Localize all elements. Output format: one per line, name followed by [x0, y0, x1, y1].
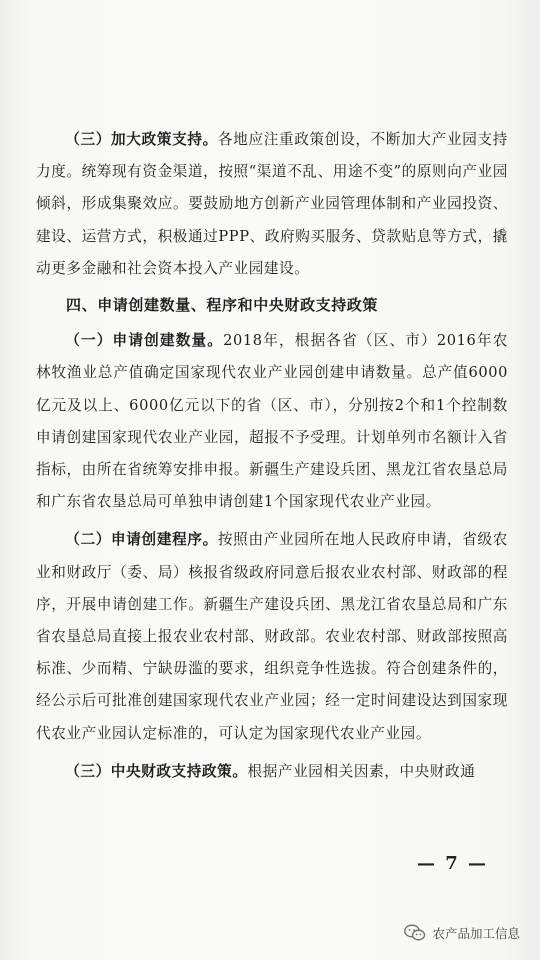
paragraph-application-procedure: [36, 524, 508, 749]
watermark: [404, 924, 520, 942]
text-column: [36, 124, 508, 788]
section-heading: 四、申请创建数量、程序和中央财政支持政策: [66, 296, 379, 315]
page-number: — 7 —: [416, 853, 488, 874]
paragraph-policy-support: [36, 124, 508, 285]
paragraph-body: 2018年，根据各省（区、市）2016年农林牧渔业总产值确定国家现代农业产业园创建申请数量。总产值6000亿元及以上、6000亿元以下的省（区、市），分别按2个和1个控制数申请创建国家现代农业产业园，超报不予受理。计划单列市名额计入省指标，由所在省统筹安排申报。新疆生产建设兵团、黑龙江省农垦总局和广东省农垦总局可单独申请创建1个国家现代农业产业园。: [36, 332, 508, 511]
watermark-text: 农产品加工信息: [432, 926, 520, 941]
paragraph-lead: （三）加大政策支持。: [65, 131, 218, 148]
paragraph-lead: （一）申请创建数量。: [65, 332, 224, 350]
paragraph-body: 按照由产业园所在地人民政府申请，省级农业和财政厅（委、局）核报省级政府同意后报农业农村部、财政部的程序，开展申请创建工作。新疆生产建设兵团、黑龙江省农垦总局和广东省农垦总局直接上报农业农村部、财政部。农业农村部、财政部按照高标准、少而精、宁缺毋滥的要求，组织竞争性选拔。符合创建条件的，经公示后可批准创建国家现代农业产业园；经一定时间建设达到国家现代农业产业园认定标准的，可认定为国家现代农业产业园。: [36, 531, 508, 742]
paragraph-body: 根据产业园相关因素，中央财政通: [247, 762, 476, 780]
paragraph-lead: （三）中央财政支持政策。: [65, 762, 248, 780]
paragraph-lead: （二）申请创建程序。: [65, 531, 218, 549]
paragraph-central-finance: [36, 756, 508, 788]
wechat-icon: [404, 924, 426, 942]
paragraph-application-quantity: [36, 325, 508, 518]
paragraph-body: 各地应注重政策创设，不断加大产业园支持力度。统筹现有资金渠道，按照“渠道不乱、用途不变”的原则向产业园倾斜，形成集聚效应。要鼓励地方创新产业园管理体制和产业园投资、建设、运营方式，积极通过PPP、政府购买服务、贷款贴息等方式，撬动更多金融和社会资本投入产业园建设。: [36, 131, 508, 277]
